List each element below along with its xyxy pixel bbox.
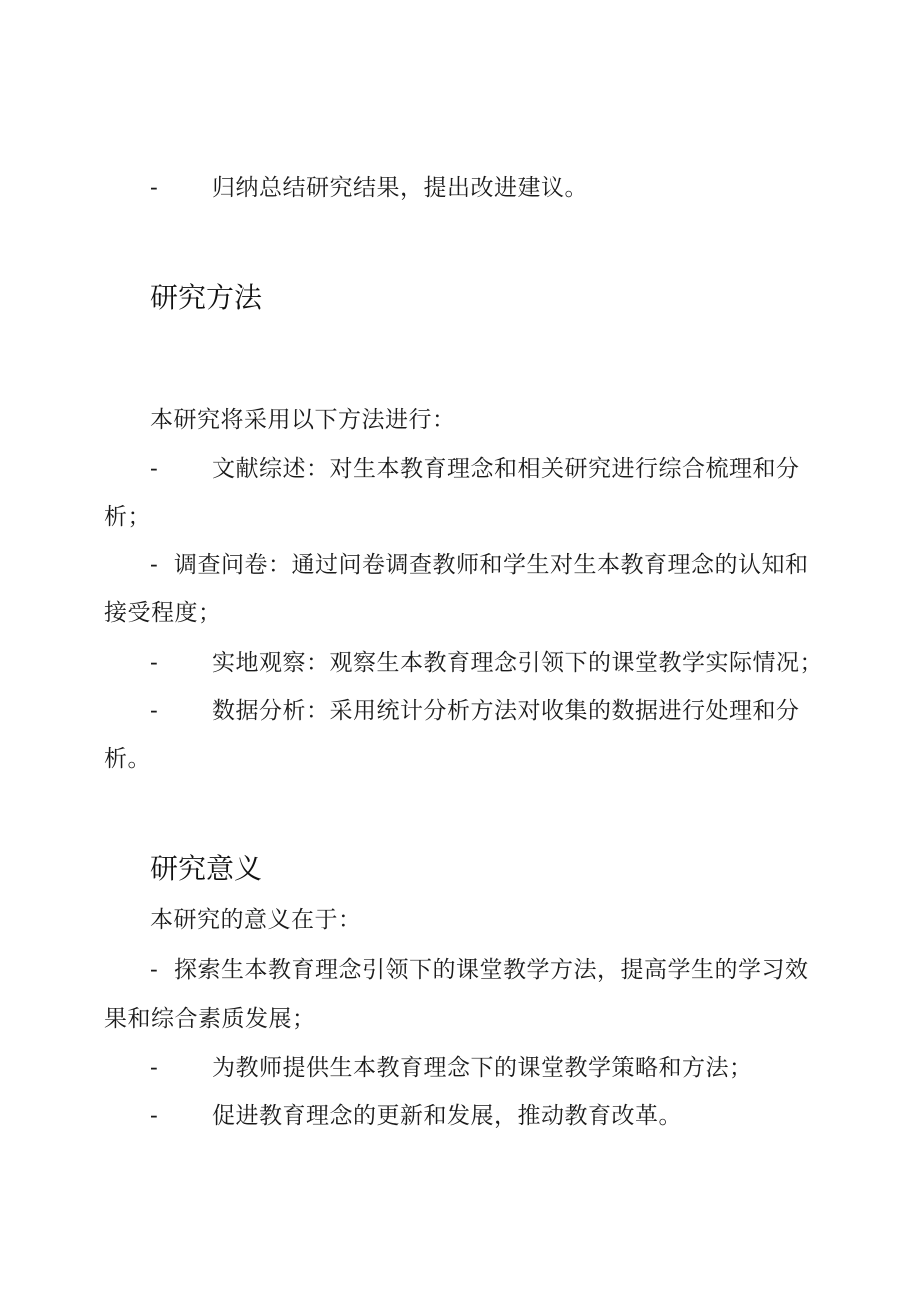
bullet-dash: - xyxy=(150,456,158,482)
bullet-text-continuation: 析； xyxy=(104,504,151,530)
bullet-text-continuation: 果和综合素质发展； xyxy=(104,1006,316,1032)
bullet-dash: - xyxy=(150,175,158,201)
bullet-text: 为教师提供生本教育理念下的课堂教学策略和方法； xyxy=(212,1055,753,1081)
bullet-text: 归纳总结研究结果，提出改进建议。 xyxy=(212,175,588,201)
bullet-dash: - xyxy=(150,650,158,676)
bullet-text: 促进教育理念的更新和发展，推动教育改革。 xyxy=(212,1103,682,1129)
bullet-text-continuation: 析。 xyxy=(104,746,151,772)
bullet-text: 调查问卷：通过问卷调查教师和学生对生本教育理念的认知和 xyxy=(174,552,809,578)
bullet-text: 实地观察：观察生本教育理念引领下的课堂教学实际情况； xyxy=(212,650,823,676)
bullet-text: 文献综述：对生本教育理念和相关研究进行综合梳理和分 xyxy=(212,456,800,482)
bullet-dash: - xyxy=(150,1055,158,1081)
bullet-dash: - xyxy=(150,957,158,983)
section-heading-methods: 研究方法 xyxy=(150,281,263,314)
methods-lead: 本研究将采用以下方法进行： xyxy=(150,407,456,433)
bullet-dash: - xyxy=(150,1103,158,1129)
bullet-text: 探索生本教育理念引领下的课堂教学方法，提高学生的学习效 xyxy=(174,957,809,983)
section-heading-significance: 研究意义 xyxy=(150,852,263,885)
significance-lead: 本研究的意义在于： xyxy=(150,907,362,933)
bullet-text-continuation: 接受程度； xyxy=(104,600,222,626)
bullet-dash: - xyxy=(150,552,158,578)
bullet-text: 数据分析：采用统计分析方法对收集的数据进行处理和分 xyxy=(212,698,800,724)
bullet-dash: - xyxy=(150,698,158,724)
